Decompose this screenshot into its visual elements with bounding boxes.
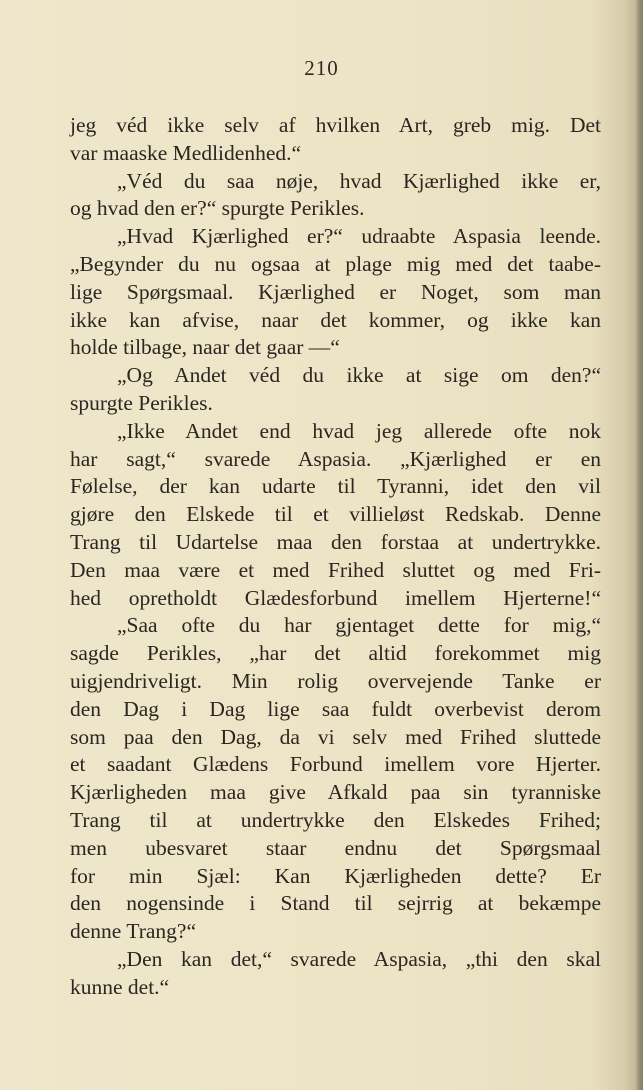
text-line: Den maa være et med Frihed sluttet og med Fri- <box>70 557 601 582</box>
text-line: jeg véd ikke selv af hvilken Art, greb mig. Det <box>70 113 601 137</box>
text-line: uigjendriveligt. Min rolig overvejende Tanke er <box>70 668 601 693</box>
text-line: et saadant Glædens Forbund imellem vore Hjerter. <box>70 752 601 777</box>
page-edge <box>635 0 643 1090</box>
text-line: ikke kan afvise, naar det kommer, og ikke kan <box>70 307 601 332</box>
text-line: den Dag i Dag lige saa fuldt overbevist derom <box>70 696 601 721</box>
text-line: sagde Perikles, „har det altid forekommet mig <box>70 641 601 666</box>
text-line: Trang til at undertrykke den Elskedes Frihed; <box>70 807 601 832</box>
text-line: kunne det.“ <box>70 974 170 999</box>
text-line: har sagt,“ svarede Aspasia. „Kjærlighed er en <box>70 446 601 471</box>
text-line: den nogensinde i Stand til sejrrig at bekæmpe <box>70 891 601 916</box>
text-line: lige Spørgsmaal. Kjærlighed er Noget, som man <box>70 279 601 304</box>
text-line: som paa den Dag, da vi selv med Frihed sluttede <box>70 724 601 749</box>
text-line: „Ikke Andet end hvad jeg allerede ofte nok <box>117 418 601 443</box>
text-line: Følelse, der kan udarte til Tyranni, idet den vil <box>70 474 601 499</box>
text-line: „Og Andet véd du ikke at sige om den?“ <box>117 363 601 388</box>
text-line: denne Trang?“ <box>70 919 196 944</box>
text-line: „Véd du saa nøje, hvad Kjærlighed ikke er, <box>117 168 601 193</box>
text-line: Trang til Udartelse maa den forstaa at undertrykke. <box>70 529 601 554</box>
text-line: Kjærligheden maa give Afkald paa sin tyranniske <box>70 780 601 805</box>
text-line: hed opretholdt Glædesforbund imellem Hjerterne!“ <box>70 585 601 610</box>
text-line: for min Sjæl: Kan Kjærligheden dette? Er <box>70 863 601 888</box>
text-line: „Den kan det,“ svarede Aspasia, „thi den skal <box>117 946 601 971</box>
page-number: 210 <box>304 56 339 80</box>
text-line: holde tilbage, naar det gaar —“ <box>70 335 340 360</box>
text-line: og hvad den er?“ spurgte Perikles. <box>70 196 365 221</box>
body-text <box>70 112 601 1002</box>
text-line: gjøre den Elskede til et villieløst Redskab. Denne <box>70 502 601 527</box>
text-line: „Saa ofte du har gjentaget dette for mig,“ <box>117 613 601 638</box>
text-line: „Begynder du nu ogsaa at plage mig med det taabe- <box>70 251 601 276</box>
text-line: „Hvad Kjærlighed er?“ udraabte Aspasia leende. <box>117 224 601 249</box>
text-line: spurgte Perikles. <box>70 390 213 415</box>
text-line: men ubesvaret staar endnu det Spørgsmaal <box>70 835 601 860</box>
text-line: var maaske Medlidenhed.“ <box>70 140 302 165</box>
